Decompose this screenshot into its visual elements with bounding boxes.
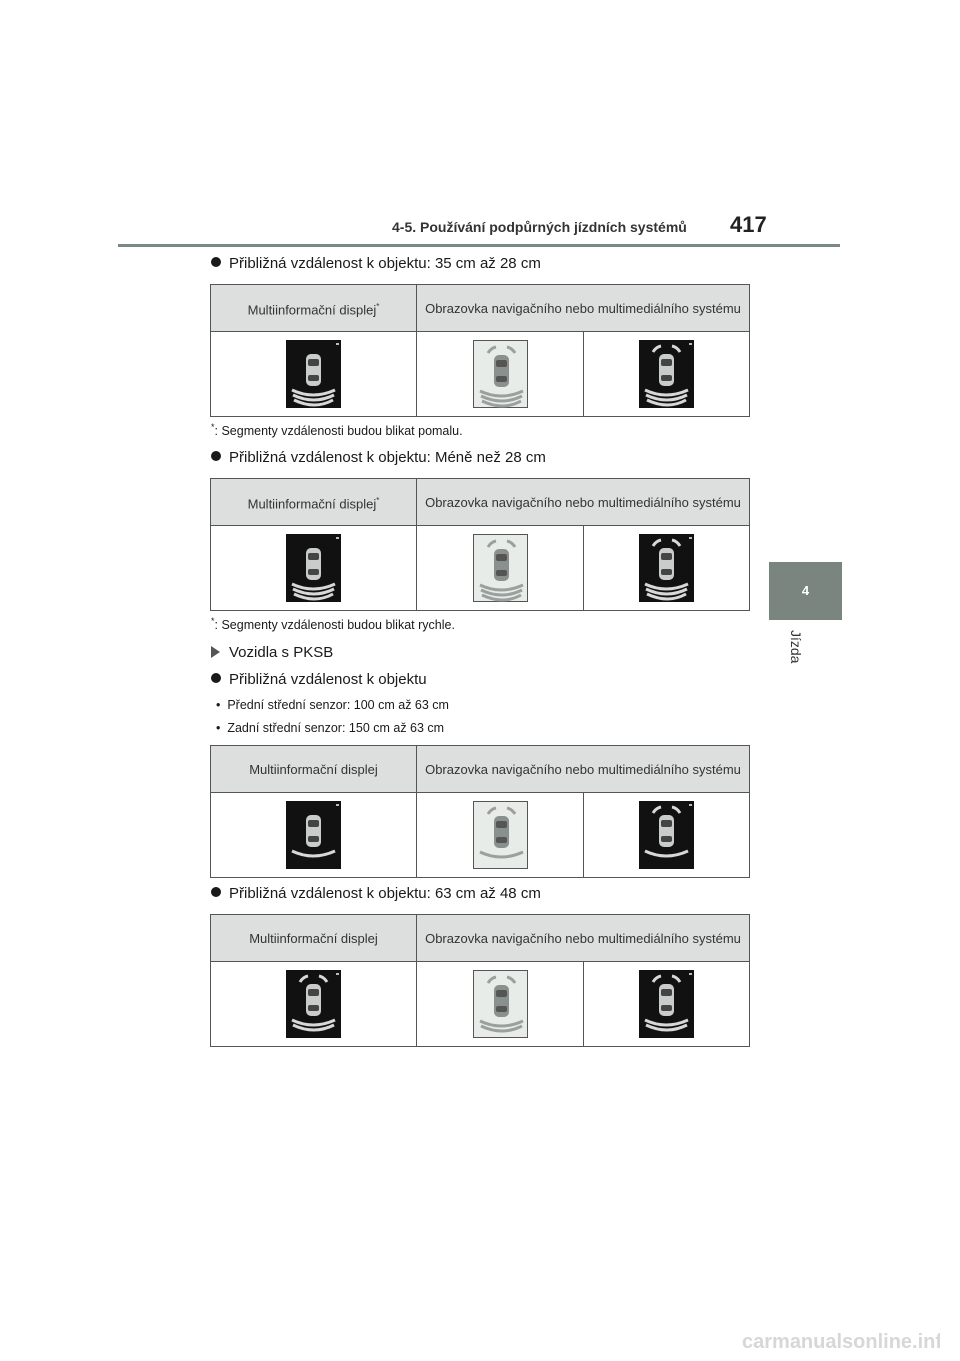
- display-table: [210, 745, 750, 878]
- section-heading: [211, 449, 546, 466]
- list-item: • Zadní střední senzor: 150 cm až 63 cm: [216, 721, 445, 735]
- section-heading: [211, 671, 427, 688]
- page-number: 417: [730, 212, 767, 237]
- table-header-col1: [211, 285, 417, 332]
- bullet-dot-icon: [211, 673, 221, 683]
- nav-display-dark-image: [639, 534, 694, 602]
- heading-text: Přibližná vzdálenost k objektu: 35 cm až 28 cm: [229, 255, 541, 272]
- table-header-col1: Multiinformační displej: [211, 746, 417, 793]
- heading-text: Přibližná vzdálenost k objektu: [229, 671, 427, 688]
- mid-display-image: [286, 970, 341, 1038]
- nav-display-dark-image: [639, 801, 694, 869]
- mid-cell: [211, 332, 417, 417]
- watermark-logo: [740, 1326, 940, 1356]
- mid-display-image: [286, 534, 341, 602]
- section-heading: [211, 885, 541, 902]
- footnote-mark: *: [376, 301, 380, 311]
- table-header-col2: Obrazovka navigačního nebo multimediálního systému: [417, 479, 750, 526]
- table-header-col2: Obrazovka navigačního nebo multimediálního systému: [417, 285, 750, 332]
- header-text: Multiinformační displej: [247, 302, 377, 318]
- mid-cell: [211, 793, 417, 878]
- heading-text: Přibližná vzdálenost k objektu: Méně než 28 cm: [229, 449, 546, 466]
- heading-text: Přibližná vzdálenost k objektu: 63 cm až 48 cm: [229, 885, 541, 902]
- table-header-col2: Obrazovka navigačního nebo multimediálního systému: [417, 746, 750, 793]
- nav-cell-light: [417, 526, 584, 611]
- footnote: [211, 616, 455, 632]
- bullet-dot-icon: [211, 451, 221, 461]
- nav-cell-light: [417, 332, 584, 417]
- header-text: Multiinformační displej: [247, 496, 377, 512]
- nav-display-dark-image: [639, 970, 694, 1038]
- mid-display-image: [286, 340, 341, 408]
- nav-cell-dark: [584, 526, 750, 611]
- footnote-mark: *: [376, 495, 380, 505]
- footnote-mark: *: [211, 422, 215, 432]
- table-header-col2: Obrazovka navigačního nebo multimediálního systému: [417, 915, 750, 962]
- subheading-text: Vozidla s PKSB: [229, 644, 334, 661]
- nav-display-dark-image: [639, 340, 694, 408]
- nav-display-light-image: [473, 340, 528, 408]
- list-item: • Přední střední senzor: 100 cm až 63 cm: [216, 698, 449, 712]
- section-heading: [211, 255, 541, 272]
- nav-cell-light: [417, 793, 584, 878]
- footnote: [211, 422, 463, 438]
- footnote-text: : Segmenty vzdálenosti budou blikat rychle.: [214, 618, 455, 633]
- nav-display-light-image: [473, 534, 528, 602]
- arrow-right-icon: [211, 646, 220, 658]
- display-table: [210, 914, 750, 1047]
- chapter-tab: 4: [769, 562, 842, 620]
- footnote-mark: *: [211, 616, 215, 626]
- table-header-col1: [211, 479, 417, 526]
- bullet-dot-icon: [211, 257, 221, 267]
- nav-cell-light: [417, 962, 584, 1047]
- nav-cell-dark: [584, 793, 750, 878]
- nav-cell-dark: [584, 332, 750, 417]
- bullet-dot-icon: [211, 887, 221, 897]
- display-table: [210, 284, 750, 417]
- nav-display-light-image: [473, 970, 528, 1038]
- page-header-title: 4-5. Používání podpůrných jízdních systémů: [392, 219, 687, 235]
- nav-display-light-image: [473, 801, 528, 869]
- footnote-text: : Segmenty vzdálenosti budou blikat pomalu.: [214, 424, 463, 439]
- mid-display-image: [286, 801, 341, 869]
- subsection-heading: [211, 644, 333, 661]
- mid-cell: [211, 526, 417, 611]
- mid-cell: [211, 962, 417, 1047]
- display-table: [210, 478, 750, 611]
- list-item-text: Zadní střední senzor: 150 cm až 63 cm: [227, 721, 445, 735]
- header-rule: [118, 244, 840, 247]
- svg-text:carmanualsonline.info: carmanualsonline.info: [742, 1331, 940, 1353]
- chapter-label: Jízda: [788, 630, 804, 664]
- nav-cell-dark: [584, 962, 750, 1047]
- list-item-text: Přední střední senzor: 100 cm až 63 cm: [227, 698, 449, 712]
- table-header-col1: Multiinformační displej: [211, 915, 417, 962]
